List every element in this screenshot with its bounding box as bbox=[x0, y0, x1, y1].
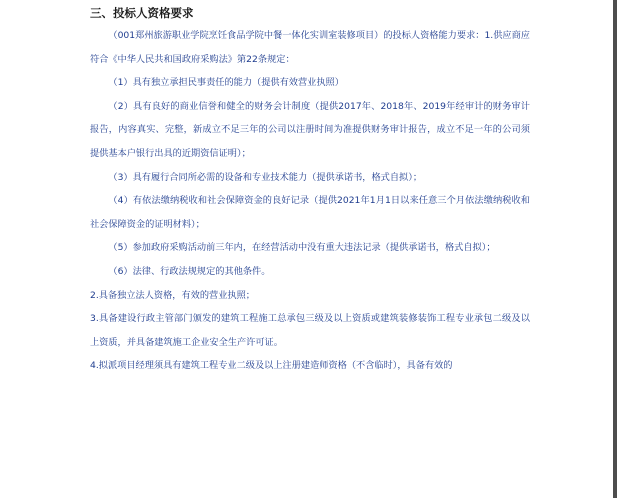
viewer-edge-divider bbox=[613, 0, 617, 498]
paragraph-item-5: （5）参加政府采购活动前三年内，在经营活动中没有重大违法记录（提供承诺书，格式自拟）； bbox=[108, 242, 496, 254]
paragraph-item-3: （3）具有履行合同所必需的设备和专业技术能力（提供承诺书，格式自拟）； bbox=[108, 171, 423, 183]
paragraph-item-4: （4）有依法缴纳税收和社会保障资金的良好记录（提供2021年1月1日以来任意三个月依法缴纳税收和社会保障资金的证明材料）； bbox=[90, 195, 530, 230]
paragraph-item-2: （2）具有良好的商业信誉和健全的财务会计制度（提供2017年、2018年、2019年经审计的财务审计报告，内容真实、完整，新成立不足三年的公司以注册时间为准提供财务审计报告，成立不足一年的公司须提供基本户银行出具的近期资信证明）； bbox=[90, 100, 530, 159]
document-body bbox=[90, 4, 530, 378]
paragraph-item-6: （6）法律、行政法规规定的其他条件。 bbox=[108, 265, 271, 277]
paragraph-item-1: （1）具有独立承担民事责任的能力（提供有效营业执照） bbox=[108, 77, 344, 89]
paragraph-intro: （001郑州旅游职业学院烹饪食品学院中餐一体化实训室装修项目）的投标人资格能力要求：1.供应商应符合《中华人民共和国政府采购法》第22条规定： bbox=[90, 30, 530, 65]
section-heading: 三、投标人资格要求 bbox=[90, 6, 194, 20]
paragraph-requirement-2: 2.具备独立法人资格，有效的营业执照； bbox=[90, 289, 255, 301]
paragraph-requirement-4: 4.拟派项目经理须具有建筑工程专业二级及以上注册建造师资格（不含临时），具备有效的 bbox=[90, 360, 453, 372]
paragraph-requirement-3: 3.具备建设行政主管部门颁发的建筑工程施工总承包三级及以上资质或建筑装修装饰工程专业承包二级及以上资质，并具备建筑施工企业安全生产许可证。 bbox=[90, 313, 530, 348]
